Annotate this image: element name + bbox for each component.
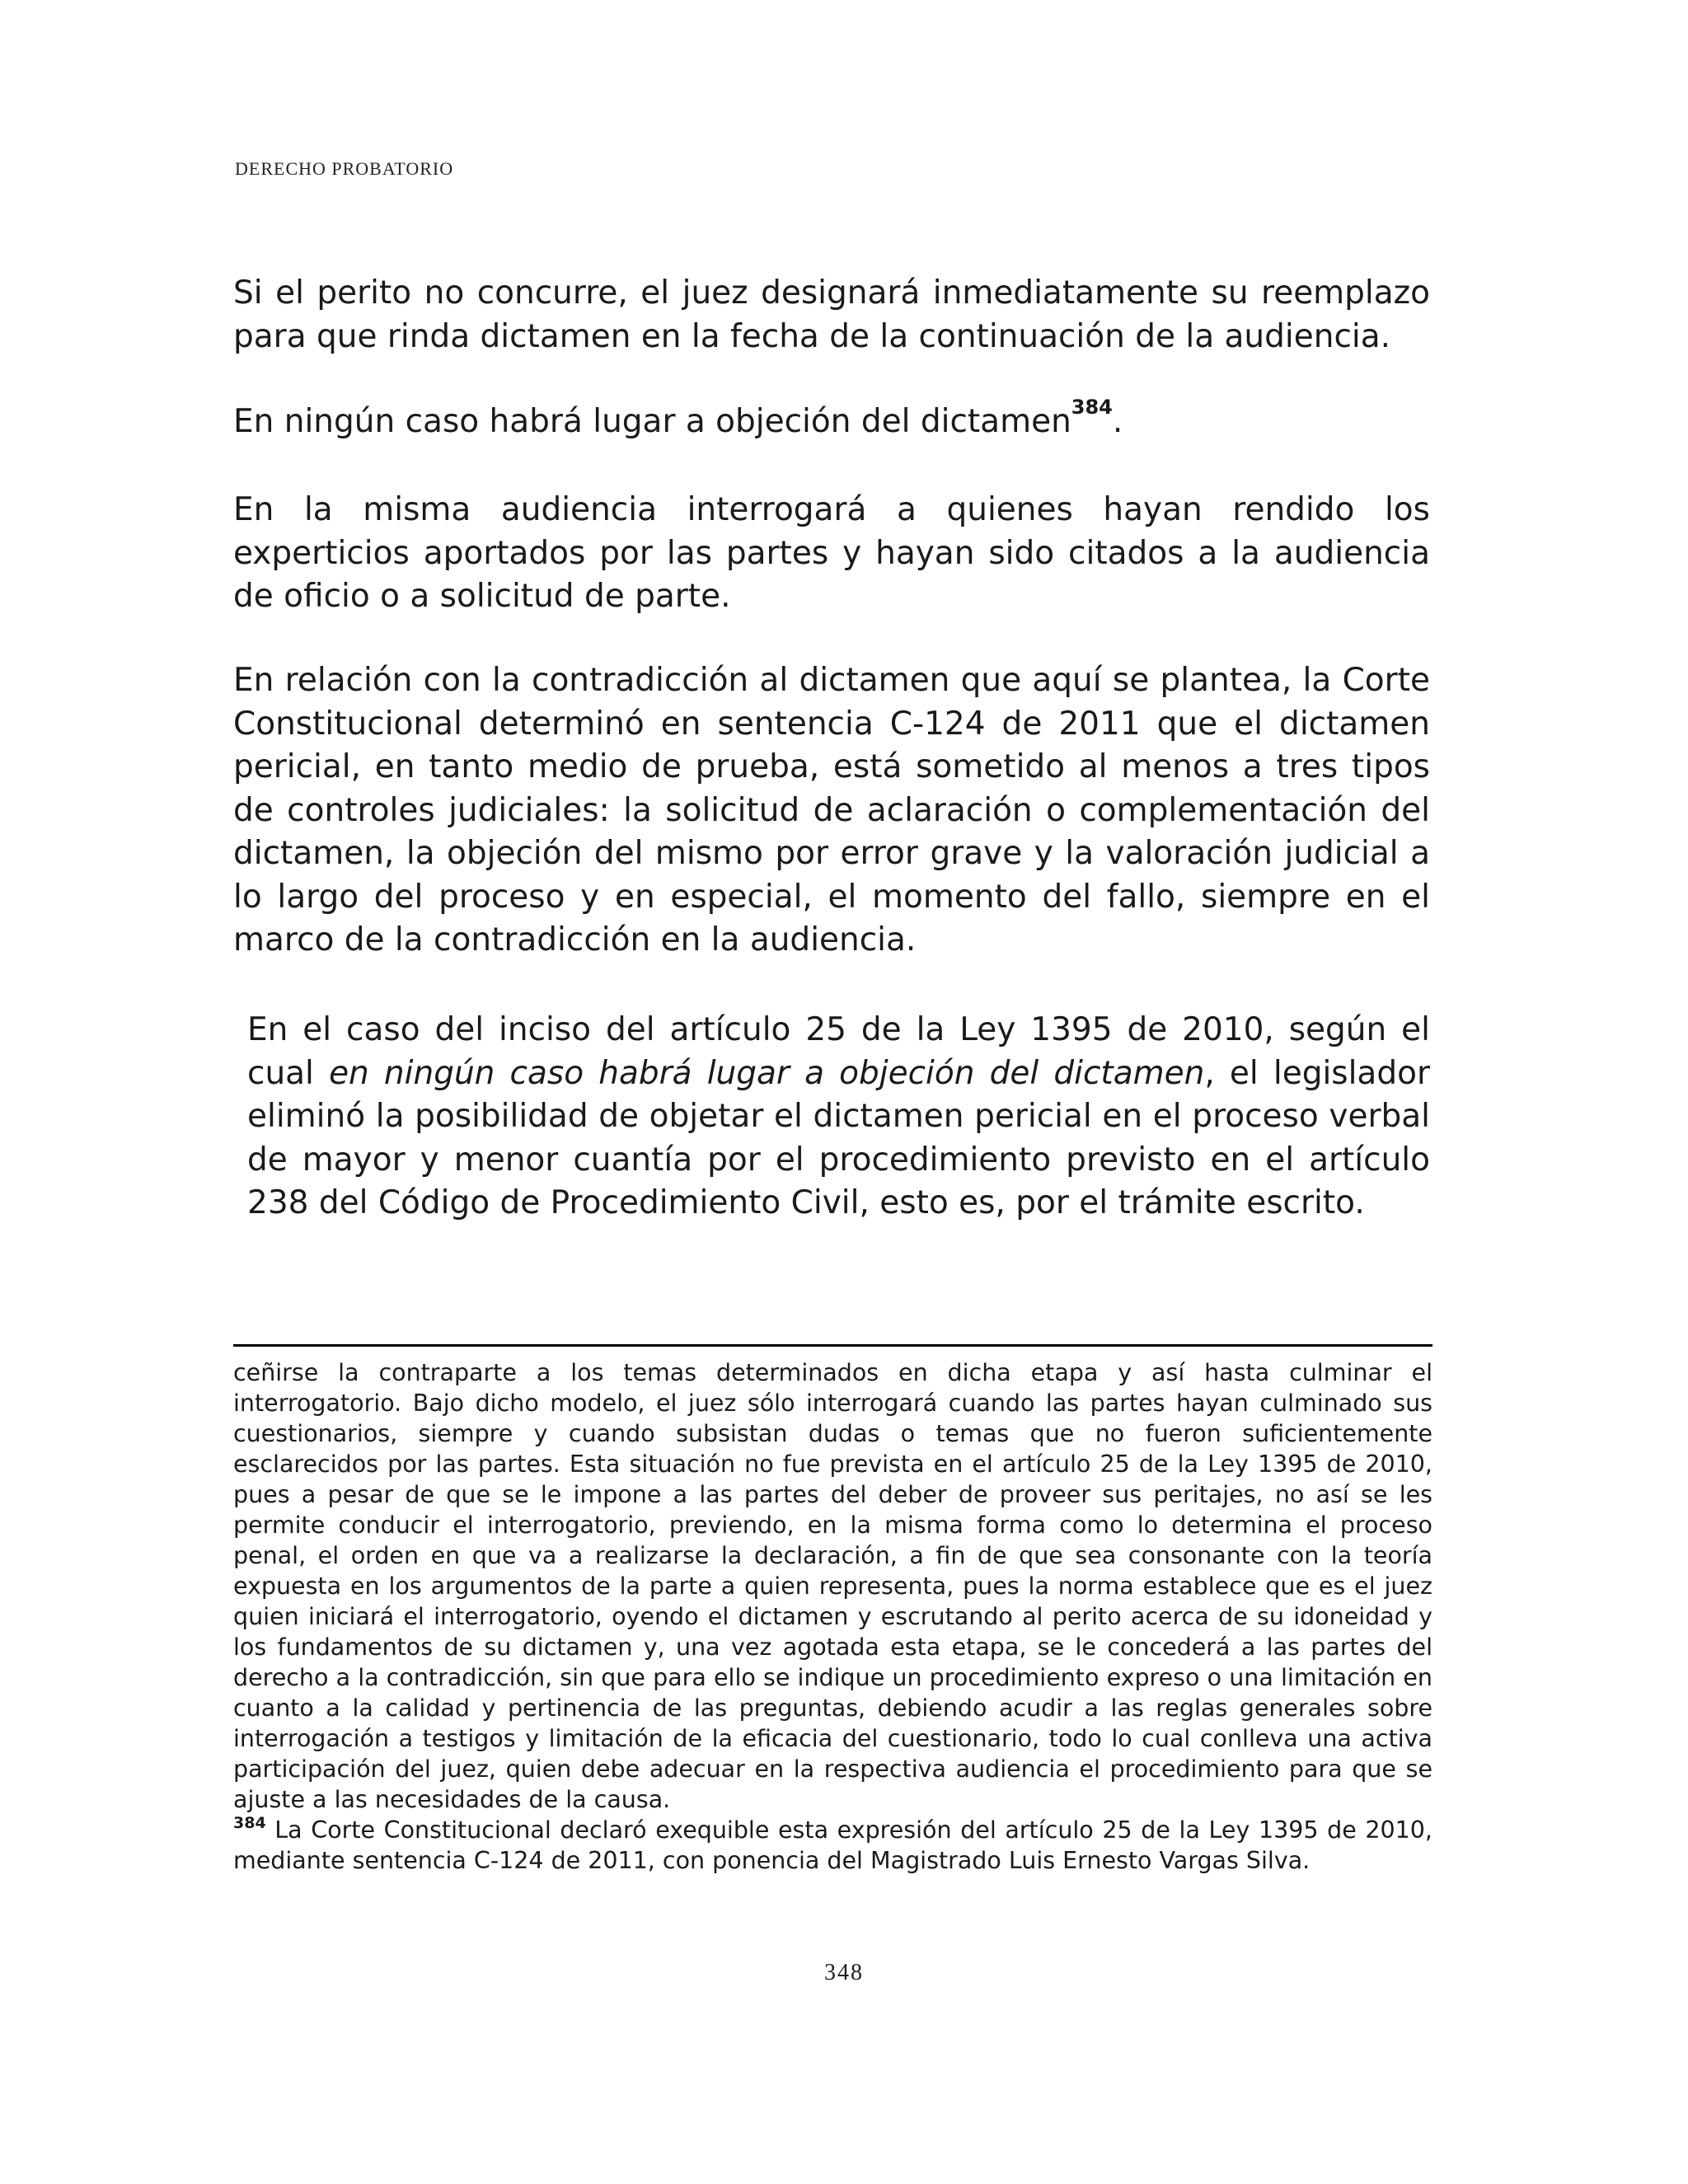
page-number: 348 [824, 1960, 864, 1985]
paragraph-2 [233, 396, 1430, 444]
indented-paragraph-start: En el caso del inciso del artículo 25 de la Ley 1395 de 2010, según el cual [247, 1011, 1430, 1092]
indented-paragraph-end: , el legislador eliminó la posibilidad de objetar el dictamen pericial en el proceso verbal de mayor y menor cuantía por el procedimiento previsto en el artículo 238 del Código de Procedimiento Civil, esto es, por el trámite escrito. [247, 1054, 1430, 1221]
paragraph-1: Si el perito no concurre, el juez designará inmediatamente su reemplazo para que rinda dictamen en la fecha de la continuación de la audiencia. [233, 274, 1430, 355]
footnotes-section [233, 1357, 1432, 1876]
footnote-reference-384[interactable]: 384 [1071, 396, 1113, 419]
footnote-384 [233, 1815, 1432, 1876]
paragraph-2-text: En ningún caso habrá lugar a objeción del dictamen [233, 403, 1071, 440]
footnote-384-number: 384 [233, 1814, 266, 1832]
running-header: DERECHO PROBATORIO [235, 158, 454, 179]
indented-paragraph-italic-quote: en ningún caso habrá lugar a objeción del dictamen [329, 1054, 1205, 1092]
paragraph-2-period: . [1112, 403, 1123, 440]
footnote-continuation: ceñirse la contraparte a los temas determinados en dicha etapa y así hasta culminar el interrogatorio. Bajo dicho modelo, el juez sólo interrogará cuando las partes hayan culminado sus cuestionarios, siempre y cuando subsistan dudas o temas que no fueron suficientemente esclarecidos por las partes. Esta situación no fue prevista en el artículo 25 de la Ley 1395 de 2010, pues a pesar de que se le impone a las partes del deber de proveer sus peritajes, no así se les permite conducir el interrogatorio, previendo, en la misma forma como lo determina el proceso penal, el orden en que va a realizarse la declaración, a fin de que sea consonante con la teoría expuesta en los argumentos de la parte a quien representa, pues la norma establece que es el juez quien iniciará el interrogatorio, oyendo el dictamen y escrutando al perito acerca de su idoneidad y los fundamentos de su dictamen y, una vez agotada esta etapa, se le concederá a las partes del derecho a la contradicción, sin que para ello se indique un procedimiento expreso o una limitación en cuanto a la calidad y pertinencia de las preguntas, debiendo acudir a las reglas generales sobre interrogación a testigos y limitación de la eficacia del cuestionario, todo lo cual conlleva una activa participación del juez, quien debe adecuar en la respectiva audiencia el procedimiento para que se ajuste a las necesidades de la causa. [233, 1359, 1432, 1813]
footnote-384-text: La Corte Constitucional declaró exequible esta expresión del artículo 25 de la Ley 1395 de 2010, mediante sentencia C-124 de 2011, con ponencia del Magistrado Luis Ernesto Vargas Silva. [233, 1816, 1432, 1874]
footnote-separator [233, 1344, 1432, 1347]
paragraph-4: En relación con la contradicción al dictamen que aquí se plantea, la Corte Constitucional determinó en sentencia C-124 de 2011 que el dictamen pericial, en tanto medio de prueba, está sometido al menos a tres tipos de controles judiciales: la solicitud de aclaración o complementación del dictamen, la objeción del mismo por error grave y la valoración judicial a lo largo del proceso y en especial, el momento del fallo, siempre en el marco de la contradicción en la audiencia. [233, 662, 1430, 958]
paragraph-3: En la misma audiencia interrogará a quienes hayan rendido los experticios aportados por las partes y hayan sido citados a la audiencia de oficio o a solicitud de parte. [233, 491, 1430, 615]
indented-paragraph [247, 1009, 1430, 1226]
